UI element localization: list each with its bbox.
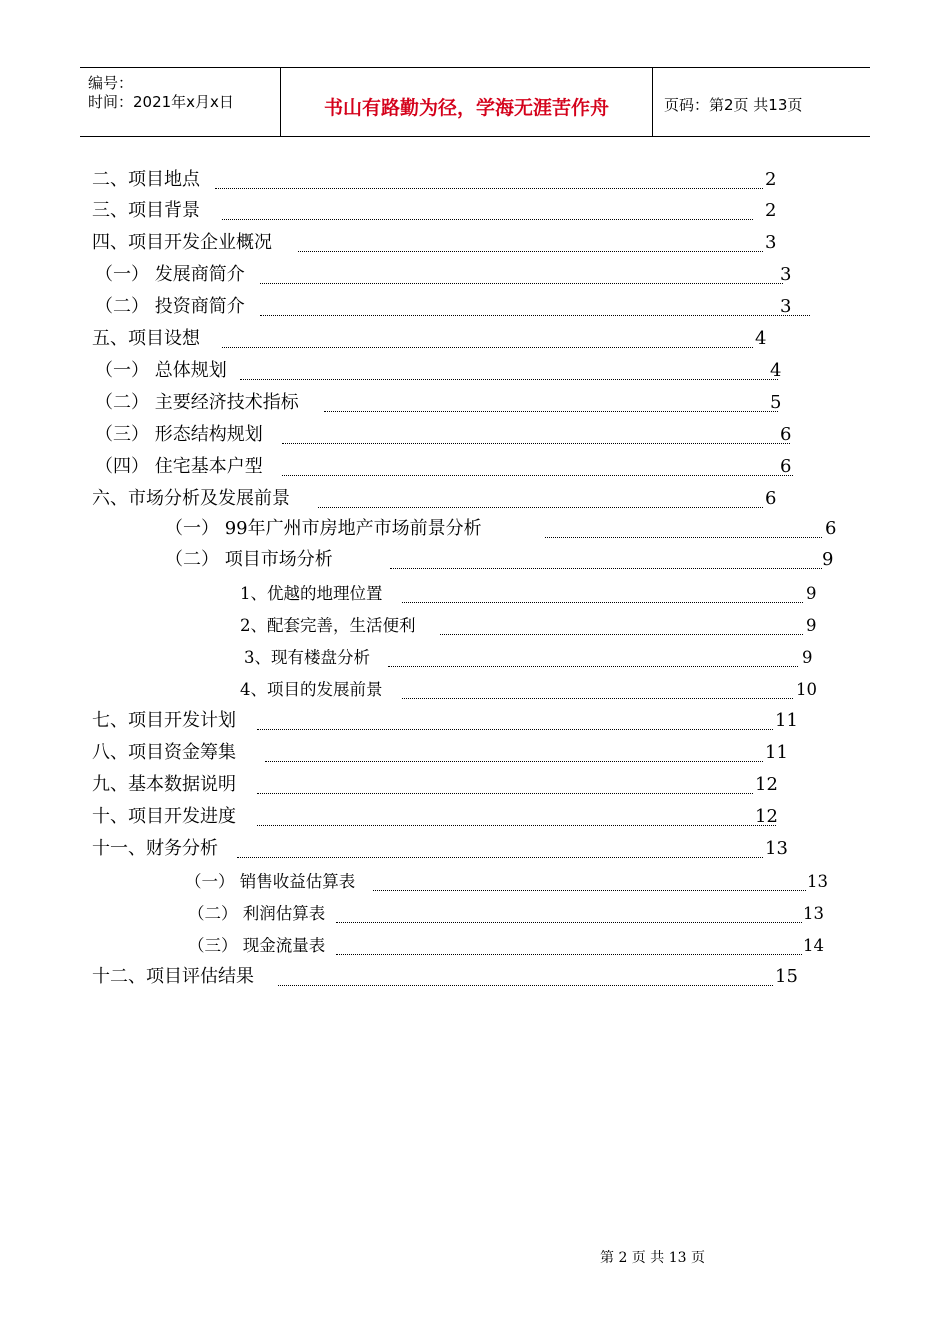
- toc-entry-page-number: 11: [765, 742, 788, 763]
- toc-dot-leader: [260, 295, 810, 316]
- toc-dot-leader: [237, 837, 763, 858]
- toc-entry: [0, 548, 950, 572]
- toc-entry-page-number: 4: [755, 328, 767, 349]
- toc-dot-leader: [402, 678, 793, 699]
- toc-entry-label: 十、项目开发进度: [92, 806, 236, 827]
- toc-entry-label: 十一、财务分析: [92, 838, 218, 859]
- toc-entry-label: 十二、项目评估结果: [92, 966, 254, 987]
- toc-entry: [0, 902, 950, 926]
- toc-entry-label: （二） 主要经济技术指标: [95, 392, 299, 413]
- toc-entry: [0, 295, 950, 319]
- toc-entry-label: 1、优越的地理位置: [240, 584, 383, 603]
- toc-entry-label: 五、项目设想: [92, 328, 200, 349]
- toc-entry-page-number: 6: [780, 456, 792, 477]
- toc-dot-leader: [373, 870, 806, 891]
- toc-entry: [0, 455, 950, 479]
- toc-dot-leader: [324, 391, 778, 412]
- toc-dot-leader: [390, 548, 822, 569]
- toc-entry-page-number: 2: [765, 200, 777, 221]
- toc-entry-page-number: 12: [755, 774, 778, 795]
- toc-dot-leader: [278, 965, 773, 986]
- document-time-label: 时间：2021年x月x日: [88, 93, 234, 111]
- toc-entry-label: 六、市场分析及发展前景: [92, 488, 290, 509]
- toc-entry-page-number: 14: [803, 936, 824, 955]
- toc-entry-page-number: 13: [803, 904, 824, 923]
- toc-entry: [0, 263, 950, 287]
- toc-entry-page-number: 3: [780, 296, 792, 317]
- toc-entry-page-number: 9: [822, 549, 834, 570]
- toc-entry: [0, 359, 950, 383]
- footer-page-number: 第 2 页 共 13 页: [600, 1250, 705, 1266]
- toc-entry-page-number: 3: [780, 264, 792, 285]
- toc-dot-leader: [222, 327, 753, 348]
- toc-dot-leader: [388, 646, 798, 667]
- toc-entry-label: （一） 总体规划: [95, 360, 227, 381]
- toc-entry-label: （二） 投资商简介: [95, 296, 245, 317]
- toc-dot-leader: [402, 582, 803, 603]
- toc-entry: [0, 391, 950, 415]
- toc-entry: [0, 168, 950, 192]
- toc-entry-page-number: 13: [765, 838, 788, 859]
- toc-dot-leader: [222, 199, 753, 220]
- header-page-info: 页码：第2页 共13页: [664, 96, 803, 114]
- toc-entry-label: 三、项目背景: [92, 200, 200, 221]
- toc-entry-label: （二） 项目市场分析: [165, 549, 333, 570]
- toc-dot-leader: [265, 741, 763, 762]
- page-header: [80, 67, 870, 137]
- toc-entry-page-number: 5: [770, 392, 782, 413]
- toc-entry: [0, 870, 950, 894]
- toc-entry: [0, 582, 950, 606]
- toc-entry-page-number: 9: [802, 648, 813, 667]
- toc-entry-label: （四） 住宅基本户型: [95, 456, 263, 477]
- toc-entry: [0, 965, 950, 989]
- toc-entry-label: 四、项目开发企业概况: [92, 232, 272, 253]
- toc-dot-leader: [257, 773, 753, 794]
- toc-entry-label: 九、基本数据说明: [92, 774, 236, 795]
- header-meta-cell: [80, 68, 281, 136]
- toc-dot-leader: [282, 455, 793, 476]
- toc-entry-label: （一） 发展商简介: [95, 264, 245, 285]
- toc-dot-leader: [215, 168, 763, 189]
- toc-entry: [0, 614, 950, 638]
- toc-entry: [0, 646, 950, 670]
- toc-entry: [0, 231, 950, 255]
- toc-entry: [0, 773, 950, 797]
- toc-dot-leader: [298, 231, 763, 252]
- toc-entry: [0, 934, 950, 958]
- toc-entry: [0, 837, 950, 861]
- toc-entry: [0, 678, 950, 702]
- toc-entry-page-number: 13: [807, 872, 828, 891]
- toc-entry-page-number: 3: [765, 232, 777, 253]
- toc-entry-label: （一） 99年广州市房地产市场前景分析: [165, 518, 482, 539]
- toc-dot-leader: [282, 423, 790, 444]
- toc-entry-page-number: 6: [765, 488, 777, 509]
- toc-entry-label: （一） 销售收益估算表: [185, 872, 356, 891]
- toc-dot-leader: [260, 263, 783, 284]
- toc-entry-page-number: 6: [780, 424, 792, 445]
- toc-entry-page-number: 9: [806, 584, 817, 603]
- document-number-label: 编号：: [88, 74, 134, 92]
- toc-entry-page-number: 9: [806, 616, 817, 635]
- toc-dot-leader: [545, 517, 822, 538]
- toc-entry-label: 八、项目资金筹集: [92, 742, 236, 763]
- toc-dot-leader: [240, 359, 778, 380]
- toc-entry: [0, 199, 950, 223]
- toc-entry-page-number: 6: [825, 518, 837, 539]
- toc-entry-page-number: 4: [770, 360, 782, 381]
- toc-entry-page-number: 2: [765, 169, 777, 190]
- toc-entry: [0, 741, 950, 765]
- page-footer: [0, 1247, 950, 1267]
- toc-entry-label: 3、现有楼盘分析: [244, 648, 370, 667]
- toc-entry: [0, 709, 950, 733]
- header-page-cell: [653, 68, 870, 136]
- header-motto-cell: [281, 68, 653, 136]
- toc-entry-label: （三） 形态结构规划: [95, 424, 263, 445]
- toc-entry-label: 4、项目的发展前景: [240, 680, 383, 699]
- toc-entry: [0, 327, 950, 351]
- toc-entry-page-number: 12: [755, 806, 778, 827]
- toc-dot-leader: [257, 805, 776, 826]
- toc-entry-label: 二、项目地点: [92, 169, 200, 190]
- toc-dot-leader: [336, 934, 802, 955]
- toc-dot-leader: [440, 614, 803, 635]
- header-motto: 书山有路勤为径，学海无涯苦作舟: [323, 97, 609, 119]
- toc-dot-leader: [257, 709, 773, 730]
- toc-entry: [0, 805, 950, 829]
- toc-entry: [0, 487, 950, 511]
- toc-entry-page-number: 11: [775, 710, 798, 731]
- toc-entry-page-number: 10: [796, 680, 817, 699]
- toc-entry-page-number: 15: [775, 966, 798, 987]
- toc-dot-leader: [318, 487, 763, 508]
- toc-entry-label: 2、配套完善，生活便利: [240, 616, 416, 635]
- toc-entry-label: （二） 利润估算表: [188, 904, 326, 923]
- toc-entry: [0, 517, 950, 541]
- toc-entry: [0, 423, 950, 447]
- toc-dot-leader: [336, 902, 802, 923]
- toc-entry-label: 七、项目开发计划: [92, 710, 236, 731]
- toc-entry-label: （三） 现金流量表: [188, 936, 326, 955]
